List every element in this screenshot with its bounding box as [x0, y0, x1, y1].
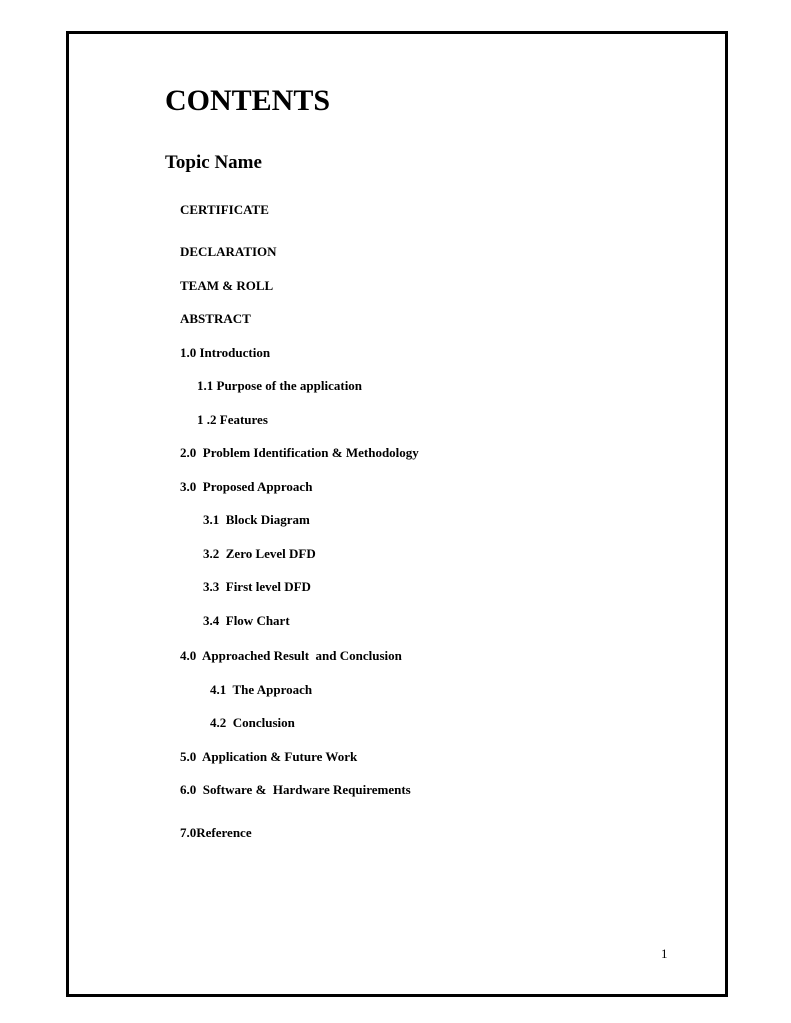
toc-entry-software-hardware: 6.0 Software & Hardware Requirements — [180, 782, 411, 797]
toc-entry-introduction: 1.0 Introduction — [180, 345, 271, 360]
toc-entry-team-roll: TEAM & ROLL — [180, 278, 274, 293]
toc-entry-purpose: 1.1 Purpose of the application — [197, 378, 363, 393]
toc-entry-the-approach: 4.1 The Approach — [210, 682, 313, 697]
toc-entry-declaration: DECLARATION — [180, 244, 277, 259]
toc-entry-first-level-dfd: 3.3 First level DFD — [203, 579, 311, 594]
page-number: 1 — [661, 946, 668, 961]
toc-entry-certificate: CERTIFICATE — [180, 202, 269, 217]
page-border — [66, 31, 728, 997]
toc-entry-flow-chart: 3.4 Flow Chart — [203, 613, 290, 628]
toc-entry-approached-result: 4.0 Approached Result and Conclusion — [180, 648, 402, 663]
page-title: CONTENTS — [165, 84, 331, 117]
toc-entry-features: 1 .2 Features — [197, 412, 268, 427]
toc-entry-proposed-approach: 3.0 Proposed Approach — [180, 479, 313, 494]
toc-entry-block-diagram: 3.1 Block Diagram — [203, 512, 310, 527]
toc-entry-reference: 7.0Reference — [180, 825, 252, 840]
toc-entry-problem-identification: 2.0 Problem Identification & Methodology — [180, 445, 419, 460]
toc-entry-conclusion: 4.2 Conclusion — [210, 715, 295, 730]
toc-entry-application-future-work: 5.0 Application & Future Work — [180, 749, 358, 764]
topic-name-heading: Topic Name — [165, 152, 262, 173]
toc-entry-zero-level-dfd: 3.2 Zero Level DFD — [203, 546, 316, 561]
toc-entry-abstract: ABSTRACT — [180, 311, 251, 326]
